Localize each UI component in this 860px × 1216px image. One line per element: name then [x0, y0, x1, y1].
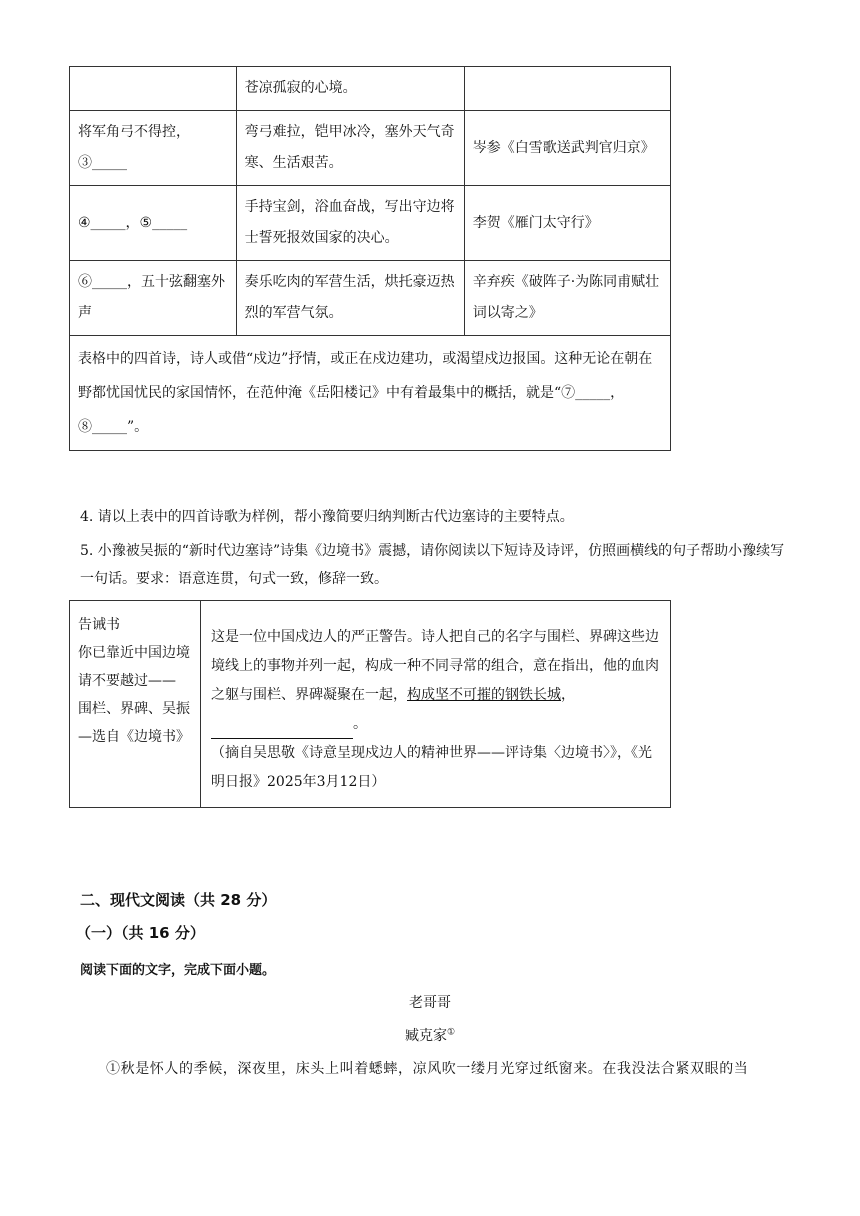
table-cell	[70, 67, 237, 111]
table-row	[70, 67, 671, 111]
table-cell: 手持宝剑，浴血奋战，写出守边将士誓死报效国家的决心。	[236, 186, 464, 261]
table-cell: 李贺《雁门太守行》	[464, 186, 670, 261]
instruction: 阅读下面的文字，完成下面小题。	[80, 963, 276, 978]
table-cell: 岑参《白雪歌送武判官归京》	[464, 111, 670, 186]
poem-cell	[70, 601, 201, 808]
table-row	[70, 186, 671, 261]
table-cell: 弯弓难拉，铠甲冰冷，塞外天气奇寒、生活艰苦。	[236, 111, 464, 186]
poem-line: 请不要越过——	[78, 673, 176, 689]
review-cell	[201, 601, 671, 808]
author-note: ①	[446, 1027, 456, 1038]
review-citation: （摘自吴思敬《诗意呈现戍边人的精神世界——评诗集〈边境书〉》，《光明日报》2025年3月12日）	[211, 745, 652, 790]
table-cell: 辛弃疾《破阵子·为陈同甫赋壮词以寄之》	[464, 261, 670, 336]
table-cell: 奏乐吃肉的军营生活，烘托豪迈热烈的军营气氛。	[236, 261, 464, 336]
poem-line: 告诫书	[78, 617, 120, 633]
table-cell: 将军角弓不得控，③_____	[70, 111, 237, 186]
poem-line: 围栏、界碑、吴振	[78, 701, 190, 717]
review-row	[70, 601, 671, 808]
article-author	[0, 1025, 860, 1045]
poem-line: 你已靠近中国边境	[78, 645, 190, 661]
summary-row	[70, 336, 671, 451]
review-table	[69, 600, 671, 808]
review-text	[211, 623, 660, 739]
poem-table	[69, 66, 671, 451]
review-text-main: 这是一位中国戍边人的严正警告。诗人把自己的名字与围栏、界碑这些边境线上的事物并列一起，构成一种不同寻常的组合，意在指出，他的血肉之躯与围栏、界碑凝聚在一起，	[211, 629, 659, 703]
answer-blank[interactable]	[211, 720, 353, 739]
review-comma: ，	[561, 687, 575, 703]
table-cell: ⑥_____，五十弦翻塞外声	[70, 261, 237, 336]
question-4: 4. 请以上表中的四首诗歌为样例，帮小豫简要归纳判断古代边塞诗的主要特点。	[80, 509, 574, 525]
article-paragraph: ①秋是怀人的季候，深夜里，床头上叫着蟋蟀，凉风吹一缕月光穿过纸窗来。在我没法合紧双眼的当	[106, 1061, 749, 1077]
author-name: 臧克家	[404, 1028, 447, 1044]
review-end: 。	[353, 716, 367, 732]
table-cell	[464, 67, 670, 111]
section-heading: 二、现代文阅读（共 28 分）	[80, 891, 277, 909]
table-row	[70, 261, 671, 336]
summary-cell: 表格中的四首诗，诗人或借“戍边”抒情，或正在戍边建功，或渴望戍边报国。这种无论在朝在野都忧国忧民的家国情怀，在范仲淹《岳阳楼记》中有着最集中的概括，就是“⑦_____，⑧_____”。	[70, 336, 671, 451]
table-cell: ④_____，⑤_____	[70, 186, 237, 261]
sub-heading: （一）（共 16 分）	[76, 924, 205, 942]
underlined-sentence: 构成坚不可摧的钢铁长城	[407, 687, 561, 703]
article-title: 老哥哥	[409, 995, 451, 1011]
table-cell: 苍凉孤寂的心境。	[236, 67, 464, 111]
poem-line: —选自《边境书》	[78, 729, 190, 745]
table-row	[70, 111, 671, 186]
question-5: 5. 小豫被吴振的“新时代边塞诗”诗集《边境书》震撼，请你阅读以下短诗及诗评，仿照画横线的句子帮助小豫续写一句话。要求：语意连贯，句式一致，修辞一致。	[80, 543, 785, 587]
